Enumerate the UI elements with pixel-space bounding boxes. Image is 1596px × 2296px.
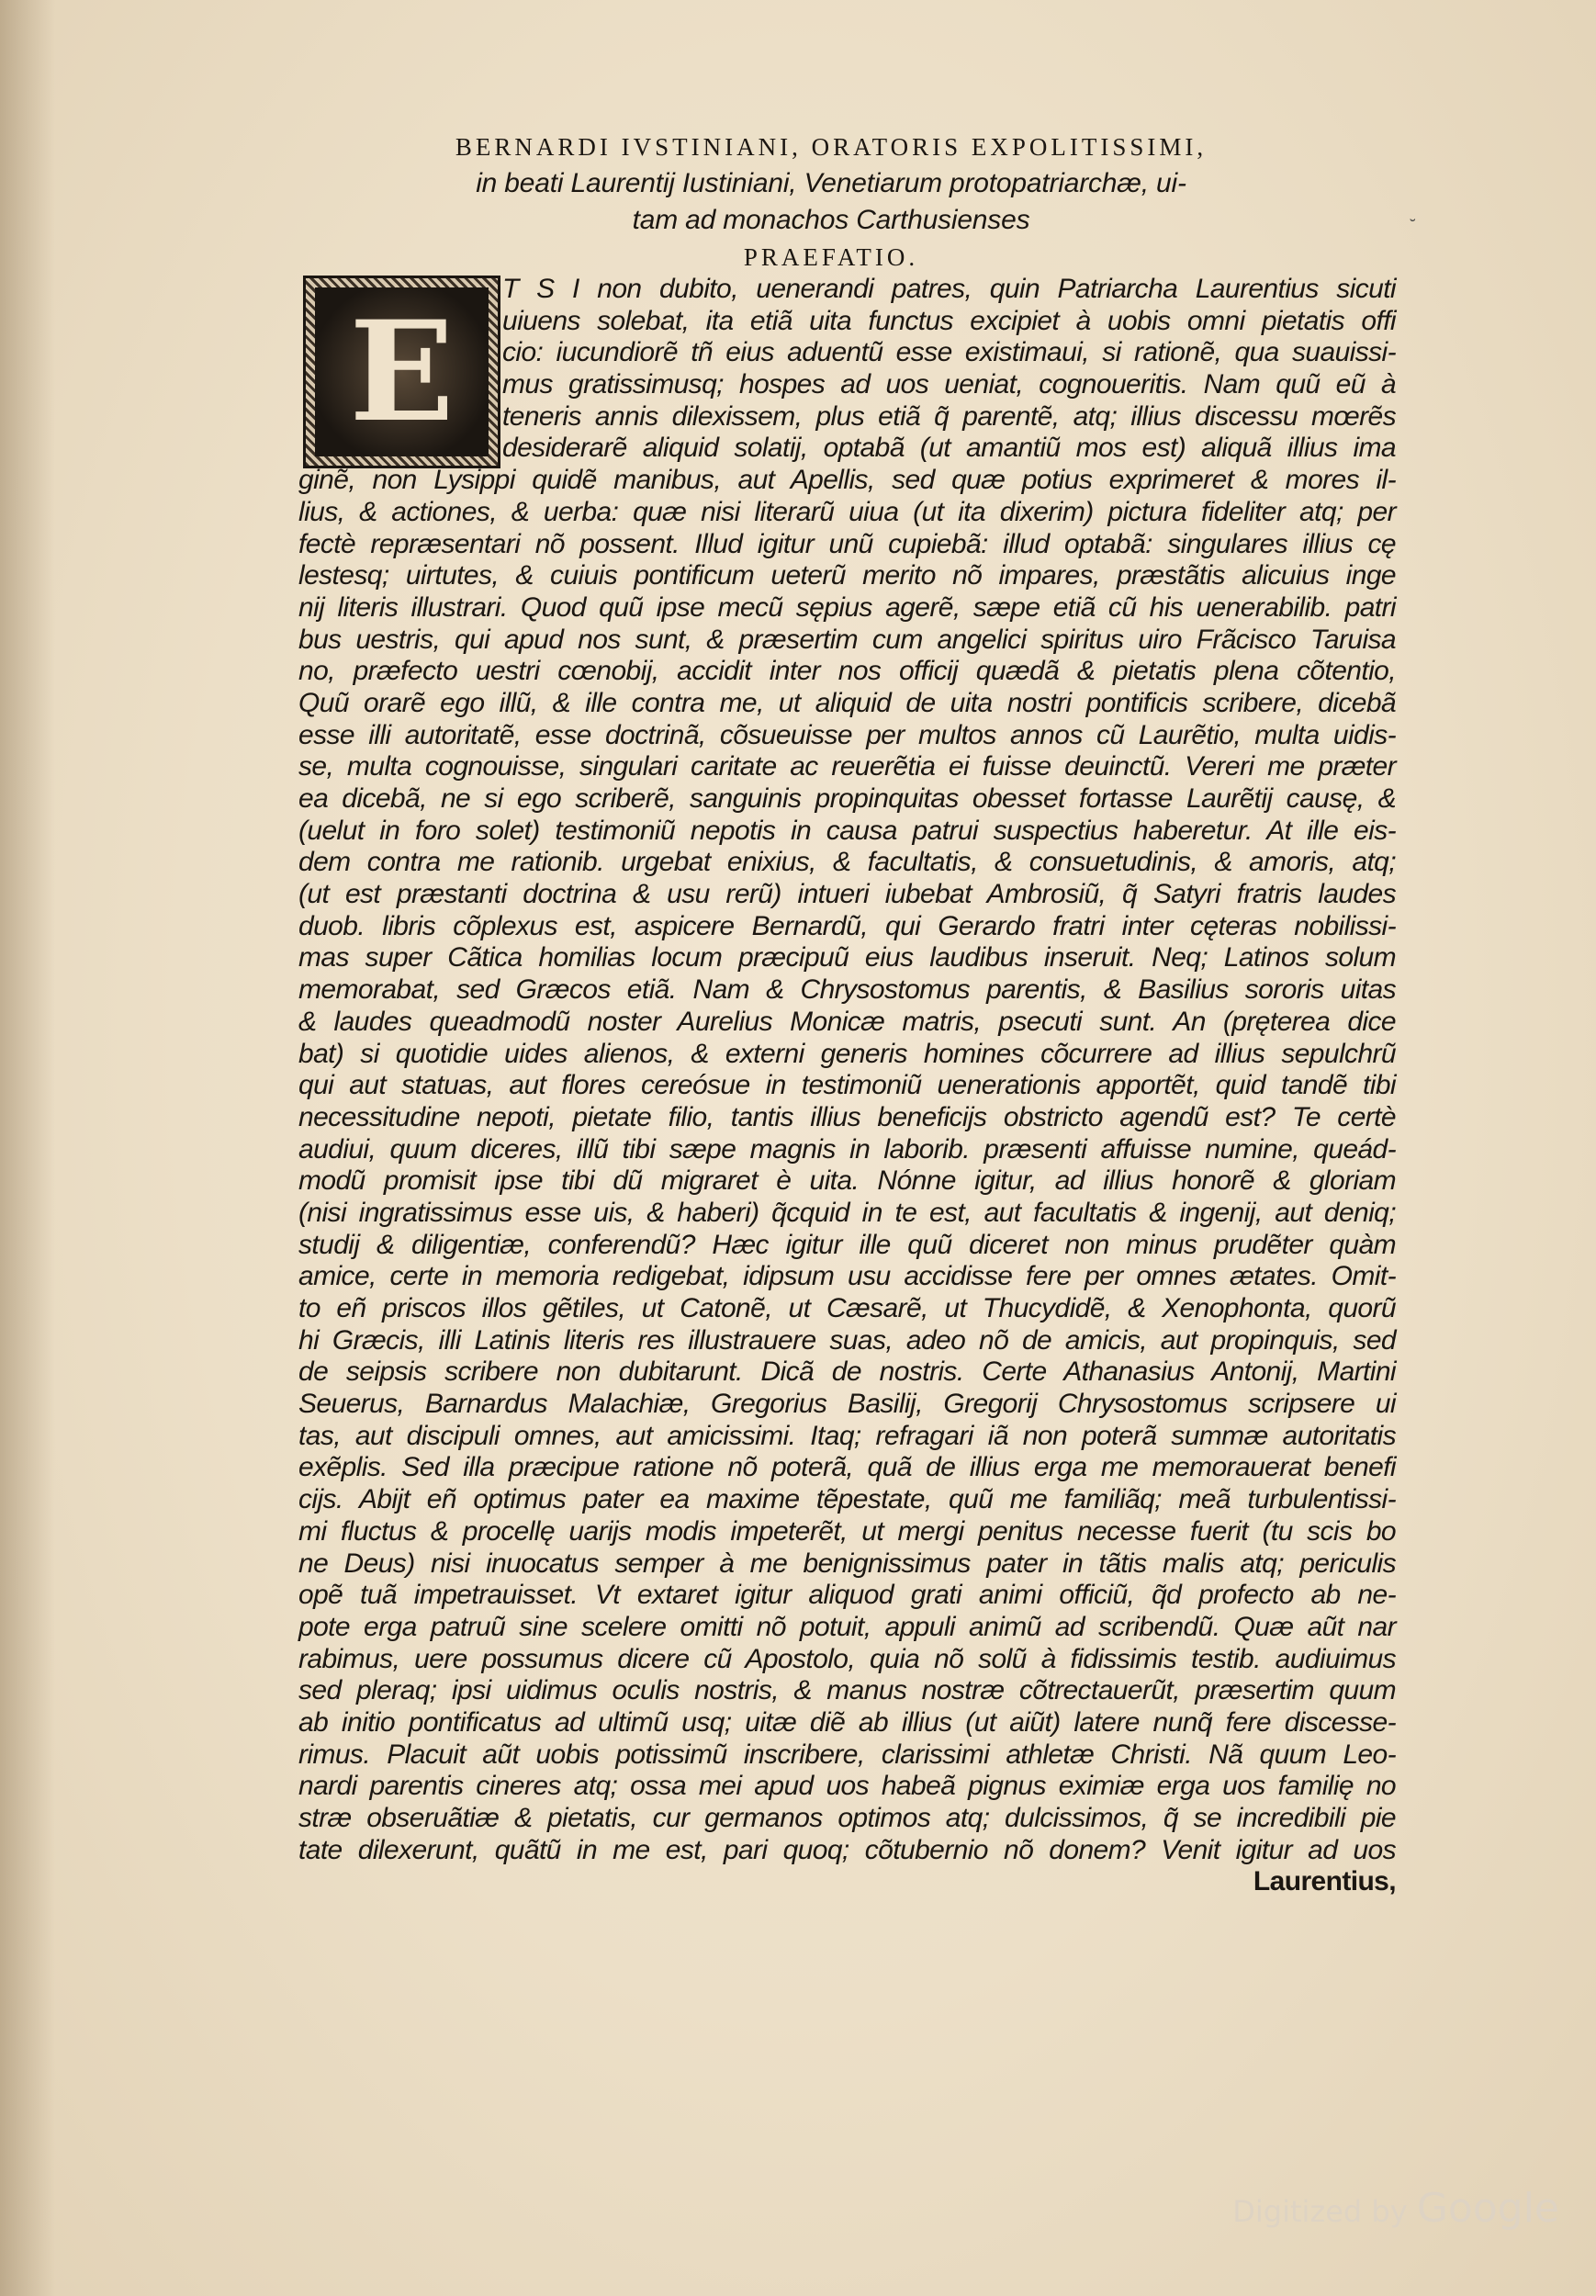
subtitle-line-1: in beati Laurentij Iustiniani, Venetiarum protopatriarchæ, ui- (476, 168, 1186, 198)
text-line: (uelut in foro solet) testimoniũ nepotis in causa patrui suspectius haberetur. At ille eis- (298, 815, 1396, 846)
text-line: Quũ orarẽ ego illũ, & ille contra me, ut aliquid de uita nostri pontificis scribere, dicebã (298, 687, 1396, 718)
text-line: & laudes queadmodũ noster Aurelius Monicæ matris, psecuti sunt. An (pręterea dice (298, 1006, 1396, 1037)
text-line: qui aut statuas, aut flores cereósue in testimoniũ uenerationis apportẽt, quid tandẽ tibi (298, 1070, 1396, 1101)
text-line: cio: iucundiorẽ tñ eius aduentũ esse existimaui, si rationẽ, qua suauissi- (502, 337, 1396, 368)
text-line: lestesq; uirtutes, & cuiuis pontificum ueterũ merito nõ impares, præstãtis alicuius inge (298, 560, 1396, 591)
text-line: duob. libris cõplexus est, aspicere Bernardũ, qui Gerardo fratri inter cęteras nobilissi- (298, 910, 1396, 941)
text-line: opẽ tuã impetrauisset. Vt extaret igitur aliquod grati animi officiũ, q̃d profecto ab ne- (298, 1580, 1396, 1611)
text-line: necessitudine nepoti, pietate filio, tantis illius beneficijs obstricto agendũ est? Te certè (298, 1101, 1396, 1132)
running-title: BERNARDI IVSTINIANI, ORATORIS EXPOLITISSIMI, (455, 133, 1208, 161)
text-line: tate dilexerunt, quãtũ in me est, pari quoq; cõtubernio nõ donem? Venit igitur ad uos (298, 1834, 1396, 1865)
text-line: audiui, quum diceres, illũ tibi sæpe magnis in laborib. præsenti affuisse numine, queád- (298, 1133, 1396, 1165)
text-line: ne Deus) nisi inuocatus semper à me benignissimus pater in tãtis malis atq; periculis (298, 1548, 1396, 1579)
text-line: de seipsis scribere non dubitarunt. Dicã de nostris. Certe Athanasius Antonij, Martini (298, 1356, 1396, 1388)
text-line: exẽplis. Sed illa præcipue ratione nõ poterã, quã de illius erga me memorauerat benefi (298, 1452, 1396, 1483)
text-line: se, multa cognouisse, singulari caritate ac reuerẽtia ei fuisse deuinctũ. Vereri me præter (298, 751, 1396, 782)
text-line: Seuerus, Barnardus Malachiæ, Gregorius Basilij, Gregorij Chrysostomus scripsere ui (298, 1389, 1396, 1420)
text-line: dem contra me rationib. urgebat enixius, & facultatis, & consuetudinis, & amoris, atq; (298, 847, 1396, 878)
text-line: nardi parentis cineres atq; ossa mei apud uos habeã pignus eximiæ erga uos familię no (298, 1771, 1396, 1802)
body-text (298, 274, 1396, 1898)
text-line: bus uestris, qui apud nos sunt, & præsertim cum angelici spiritus uiro Frãcisco Taruisa (298, 624, 1396, 655)
text-line: ab initio pontificatus ad ultimũ usq; uitæ diẽ ab illius (ut aiũt) latere nunq̃ fere discesse- (298, 1706, 1396, 1738)
text-line: mus gratissimusq; hospes ad uos ueniat, cognoueritis. Nam quũ eũ à (502, 369, 1396, 400)
digitized-watermark (1232, 2185, 1559, 2232)
text-line: fectè repræsentari nõ possent. Illud igitur unũ cupiebã: illud optabã: singulares illius cę (298, 528, 1396, 559)
text-line: rabimus, uere possumus dicere cũ Apostolo, quia nõ solũ à fidissimis testib. audiuimus (298, 1643, 1396, 1674)
section-heading: PRAEFATIO. (743, 243, 919, 271)
initial-letter: E (349, 291, 455, 453)
text-line: mi fluctus & procellę uarijs modis impeterẽt, ut mergi penitus necesse fuerit (tu scis bo (298, 1515, 1396, 1547)
text-line: sed pleraq; ipsi uidimus oculis nostris, & manus nostræ cõtrectauerũt, præsertim quum (298, 1675, 1396, 1706)
text-line: cijs. Abijt eñ optimus pater ea maxime tẽpestate, quũ me familiãq; meã turbulentissi- (298, 1484, 1396, 1515)
margin-mark: ˘ (1410, 216, 1416, 236)
text-line: bat) si quotidie uides alienos, & externi generis homines cõcurrere ad illius sepulchrũ (298, 1038, 1396, 1069)
text-line: hi Græcis, illi Latinis literis res illustrauere suas, adeo nõ de amicis, aut propinquis, sed (298, 1324, 1396, 1356)
text-line: memorabat, sed Græcos etiã. Nam & Chrysostomus parentis, & Basilius sororis uitas (298, 974, 1396, 1006)
page-header (275, 129, 1387, 276)
text-line: T S I non dubito, uenerandi patres, quin Patriarcha Laurentius sicuti (502, 274, 1396, 304)
catchword: Laurentius, (1253, 1866, 1396, 1897)
text-line: esse illi autoritatẽ, esse doctrinã, cõsueuisse per multos annos cũ Laurẽtio, multa uidis- (298, 719, 1396, 750)
text-line: uiuens solebat, ita etiã uita functus excipiet à uobis omni pietatis offi (502, 305, 1396, 336)
text-line: modũ promisit ipse tibi dũ migraret è uita. Nónne igitur, ad illius honorẽ & gloriam (298, 1165, 1396, 1197)
text-line: ginẽ, non Lysippi quidẽ manibus, aut Apellis, sed quæ potius exprimeret & mores il- (298, 465, 1396, 496)
text-line: lius, & actiones, & uerba: quæ nisi literarũ uiua (ut ita dixerim) pictura fideliter atq; per (298, 496, 1396, 527)
text-line: no, præfecto uestri cœnobij, accidit inter nos officij quædã & pietatis plena cõtentio, (298, 656, 1396, 687)
watermark-prefix: Digitized by (1232, 2194, 1408, 2229)
text-line: (nisi ingratissimus esse uis, & haberi) q̃cquid in te est, aut facultatis & ingenij, aut deniq; (298, 1197, 1396, 1228)
text-line: teneris annis dilexissem, plus etiã q̃ parentẽ, atq; illius discessu mœrẽs (502, 400, 1396, 432)
text-line: mas super Cãtica homilias locum præcipuũ eius laudibus inseruit. Neq; Latinos solum (298, 942, 1396, 974)
gutter-shadow (0, 0, 55, 2296)
google-logo: Google (1416, 2185, 1559, 2232)
text-line: desiderarẽ aliquid solatij, optabã (ut amantiũ mos est) aliquã illius ima (502, 433, 1396, 464)
text-line: stræ obseruãtiæ & pietatis, cur germanos optimos atq; dulcissimos, q̃ se incredibili pie (298, 1803, 1396, 1833)
subtitle-line-2: tam ad monachos Carthusienses (632, 205, 1030, 235)
text-line: to eñ priscos illos gẽtiles, ut Catonẽ, ut Cæsarẽ, ut Thucydidẽ, & Xenophonta, quorũ (298, 1293, 1396, 1323)
text-line: pote erga patruũ sine scelere omitti nõ potuit, appuli animũ ad scribendũ. Quæ aũt nar (298, 1611, 1396, 1642)
text-line: nij literis illustrari. Quod quũ ipse mecũ sępius agerẽ, sæpe etiã cũ his uenerabilib. patri (298, 591, 1396, 623)
text-line: (ut est præstanti doctrina & usu rerũ) intueri iubebat Ambrosiũ, q̃ Satyri fratris laudes (298, 879, 1396, 910)
text-line: amice, certe in memoria redigebat, idipsum usu accidisse fere per omnes ætates. Omit- (298, 1261, 1396, 1292)
text-line: ea dicebã, ne si ego scriberẽ, sanguinis propinquitas obesset fortasse Laurẽtij causę, & (298, 783, 1396, 814)
text-line: tas, aut discipuli omnes, aut amicissimi. Itaq; refragari iã non poterã summæ autoritatis (298, 1420, 1396, 1451)
text-line: studij & diligentiæ, conferendũ? Hæc igitur ille quũ diceret non minus prudẽter quàm (298, 1229, 1396, 1260)
text-line: rimus. Placuit aũt uobis potissimũ inscribere, clarissimi athletæ Christi. Nã quum Leo- (298, 1739, 1396, 1770)
